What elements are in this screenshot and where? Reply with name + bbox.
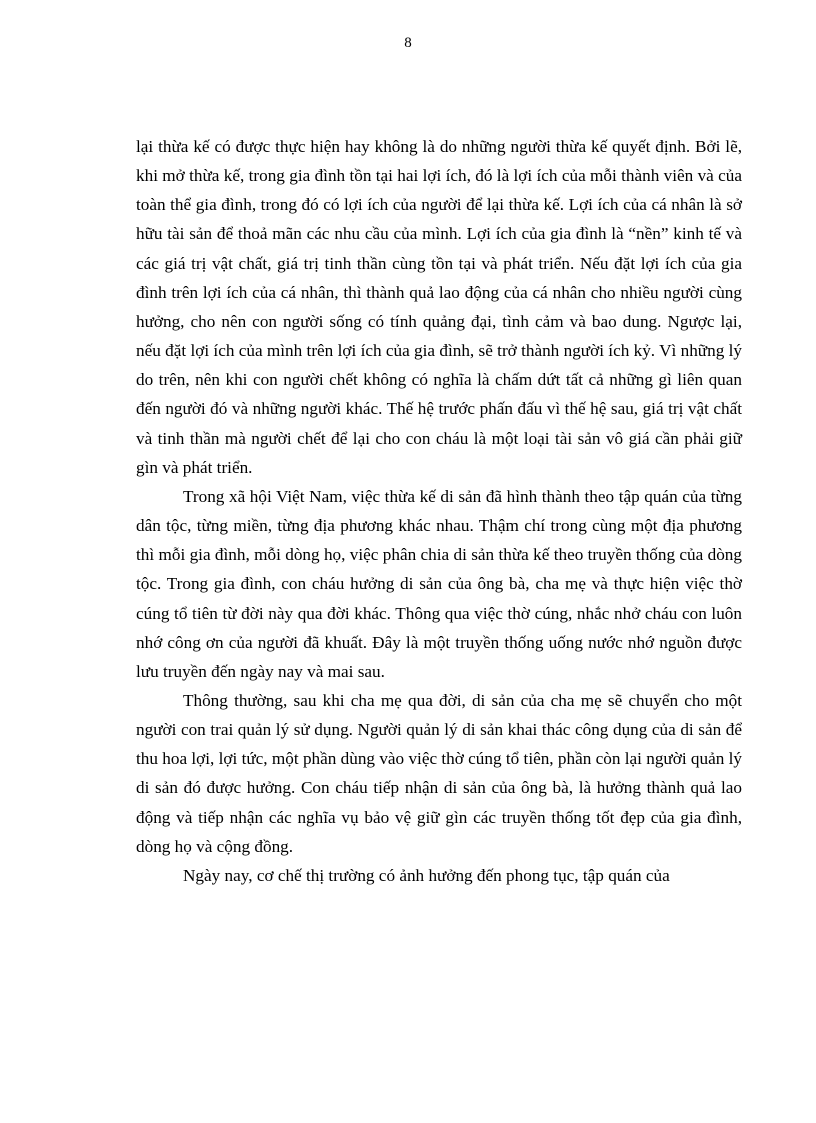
paragraph-4: Ngày nay, cơ chế thị trường có ảnh hưởng đến phong tục, tập quán của	[183, 865, 670, 885]
document-body	[136, 132, 742, 890]
paragraph-2: Trong xã hội Việt Nam, việc thừa kế di sản đã hình thành theo tập quán của từng dân tộc, từng miền, từng địa phương khác nhau. Thậm chí trong cùng một địa phương thì mỗi gia đình, mỗi dòng họ, việc phân chia di sản thừa kế theo truyền thống của dòng tộc. Trong gia đình, con cháu hưởng di sản của ông bà, cha mẹ và thực hiện việc thờ cúng tổ tiên từ đời này qua đời khác. Thông qua việc thờ cúng, nhắc nhở cháu con luôn nhớ công ơn của người đã khuất. Đây là một truyền thống uống nước nhớ nguồn được lưu truyền đến ngày nay và mai sau.	[136, 486, 742, 681]
page-number: 8	[404, 35, 412, 51]
paragraph-3: Thông thường, sau khi cha mẹ qua đời, di sản của cha mẹ sẽ chuyển cho một người con trai quản lý sử dụng. Người quản lý di sản khai thác công dụng của di sản để thu hoa lợi, lợi tức, một phần dùng vào việc thờ cúng tổ tiên, phần còn lại người quản lý di sản đó được hưởng. Con cháu tiếp nhận di sản của ông bà, là hưởng thành quả lao động và tiếp nhận các nghĩa vụ bảo vệ giữ gìn các truyền thống tốt đẹp của gia đình, dòng họ và cộng đồng.	[136, 690, 742, 856]
paragraph-1: lại thừa kế có được thực hiện hay không là do những người thừa kế quyết định. Bởi lẽ, khi mở thừa kế, trong gia đình tồn tại hai lợi ích, đó là lợi ích của mỗi thành viên và của toàn thể gia đình, trong đó có lợi ích của người để lại thừa kế. Lợi ích của cá nhân là sở hữu tài sản để thoả mãn các nhu cầu của mình. Lợi ích của gia đình là “nền” kinh tế và các giá trị vật chất, giá trị tinh thần cùng tồn tại và phát triển. Nếu đặt lợi ích của gia đình trên lợi ích của cá nhân, thì thành quả lao động của cá nhân cho nhiều người cùng hưởng, cho nên con người sống có tính quảng đại, tình cảm và bao dung. Ngược lại, nếu đặt lợi ích của mình trên lợi ích của gia đình, sẽ trở thành người ích kỷ. Vì những lý do trên, nên khi con người chết không có nghĩa là chấm dứt tất cả những gì liên quan đến người đó và những người khác. Thế hệ trước phấn đấu vì thế hệ sau, giá trị vật chất và tinh thần mà người chết để lại cho con cháu là một loại tài sản vô giá cần phải giữ gìn và phát triển.	[136, 137, 742, 477]
